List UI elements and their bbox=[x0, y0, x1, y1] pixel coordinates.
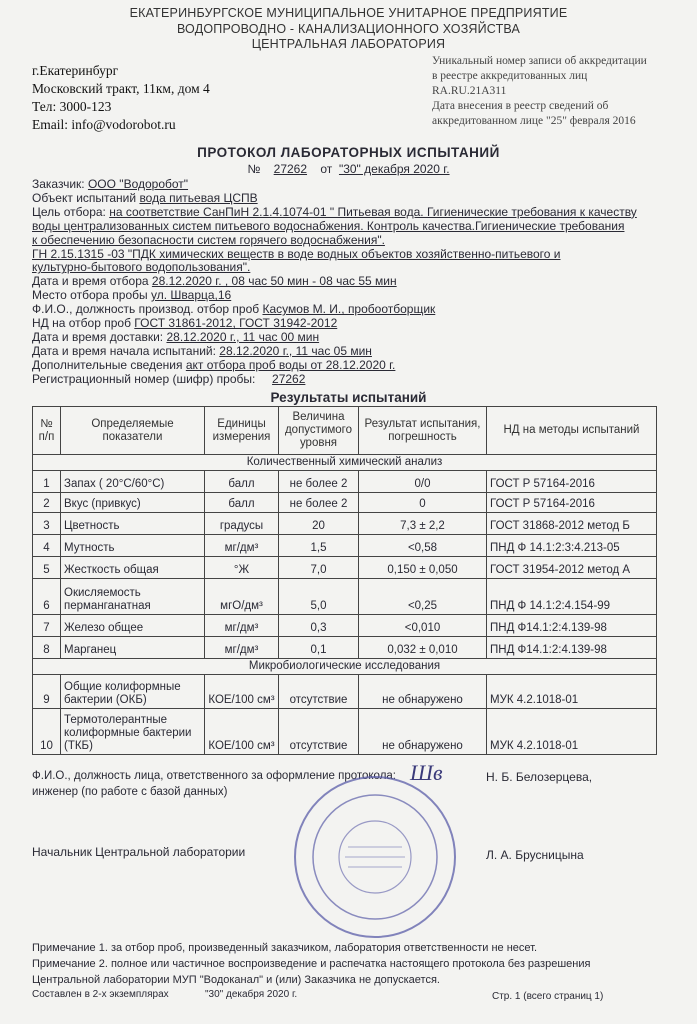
sampling-value: 28.12.2020 г. , 08 час 50 мин - 08 час 55 мин bbox=[151, 274, 397, 289]
accreditation-info bbox=[432, 54, 682, 129]
header-param: Определяемые показатели bbox=[61, 407, 205, 455]
object-value: вода питьевая ЦСПВ bbox=[139, 190, 258, 205]
header-method: НД на методы испытаний bbox=[487, 407, 657, 455]
row-num: 2 bbox=[33, 493, 61, 513]
purpose-value-3: к обеспечению безопасности систем горячего водоснабжения". bbox=[32, 232, 385, 247]
footer-date: "30" декабря 2020 г. bbox=[205, 989, 298, 1000]
row-param: Железо общее bbox=[61, 615, 205, 637]
protocol-number-line bbox=[0, 162, 697, 176]
row-result: 0/0 bbox=[359, 471, 487, 493]
row-num: 8 bbox=[33, 637, 61, 659]
purpose-label: Цель отбора: bbox=[32, 204, 106, 219]
protocol-number: 27262 bbox=[273, 162, 308, 176]
table-row bbox=[33, 557, 657, 579]
nd-line bbox=[32, 317, 662, 331]
protocol-num-label: № bbox=[247, 162, 261, 176]
note-2: Примечание 2. полное или частичное воспроизведение и распечатка настоящего протокола без разрешения bbox=[32, 958, 591, 970]
protocol-info bbox=[32, 178, 662, 387]
row-method: ГОСТ 31868-2012 метод Б bbox=[487, 513, 657, 535]
purpose-value-2: воды централизованных систем питьевого водоснабжения. Контроль качества.Гигиенические требования bbox=[32, 218, 625, 233]
row-result: 0 bbox=[359, 493, 487, 513]
responsible-label: Ф.И.О., должность лица, ответственного за оформление протокола: bbox=[32, 770, 397, 782]
section-chemical: Количественный химический анализ bbox=[33, 455, 657, 471]
header-limit: Величина допустимого уровня bbox=[279, 407, 359, 455]
org-line-1: ЕКАТЕРИНБУРГСКОЕ МУНИЦИПАЛЬНОЕ УНИТАРНОЕ ПРЕДПРИЯТИЕ bbox=[129, 6, 568, 20]
reg-line bbox=[32, 373, 662, 387]
extra-label: Дополнительные сведения bbox=[32, 357, 183, 372]
row-result: <0,010 bbox=[359, 615, 487, 637]
accreditation-line-2: в реестре аккредитованных лиц bbox=[432, 70, 588, 82]
delivery-label: Дата и время доставки: bbox=[32, 329, 164, 344]
place-label: Место отбора пробы bbox=[32, 288, 148, 303]
sampling-label: Дата и время отбора bbox=[32, 274, 149, 289]
sampler-value: Касумов М. И., пробоотборщик bbox=[262, 302, 436, 317]
address-city: г.Екатеринбург bbox=[32, 63, 119, 78]
org-line-3: ЦЕНТРАЛЬНАЯ ЛАБОРАТОРИЯ bbox=[251, 37, 446, 51]
row-unit: градусы bbox=[205, 513, 279, 535]
row-unit: КОЕ/100 см³ bbox=[205, 675, 279, 709]
row-param: Мутность bbox=[61, 535, 205, 557]
row-unit: °Ж bbox=[205, 557, 279, 579]
accreditation-line-4: Дата внесения в реестр сведений об bbox=[432, 100, 609, 112]
table-row bbox=[33, 637, 657, 659]
row-limit: 0,1 bbox=[279, 637, 359, 659]
row-num: 9 bbox=[33, 675, 61, 709]
row-method: ПНД Ф14.1:2:4.139-98 bbox=[487, 637, 657, 659]
results-header-row bbox=[33, 407, 657, 455]
object-line bbox=[32, 192, 662, 206]
row-param: Жесткость общая bbox=[61, 557, 205, 579]
note-3: Центральной лаборатории МУП "Водоканал" и (или) Заказчика не допускается. bbox=[32, 974, 440, 986]
table-row bbox=[33, 493, 657, 513]
address-phone: Тел: 3000-123 bbox=[32, 99, 112, 114]
purpose-value-1: на соответствие СанПиН 2.1.4.1074-01 " Питьевая вода. Гигиенические требования к качеству bbox=[109, 204, 637, 219]
customer-value: ООО "Водоробот" bbox=[87, 177, 189, 191]
chief-label: Начальник Центральной лаборатории bbox=[32, 845, 246, 859]
chief-name: Л. А. Брусницына bbox=[486, 848, 584, 862]
protocol-date: "30" декабря 2020 г. bbox=[338, 162, 450, 176]
row-param: Вкус (привкус) bbox=[61, 493, 205, 513]
organization-header bbox=[0, 6, 697, 53]
responsible-position: инженер (по работе с базой данных) bbox=[32, 786, 228, 798]
accreditation-line-1: Уникальный номер записи об аккредитации bbox=[432, 55, 647, 67]
start-label: Дата и время начала испытаний: bbox=[32, 343, 216, 358]
protocol-date-label: от bbox=[320, 162, 333, 176]
place-value: ул. Шварца,16 bbox=[151, 288, 232, 303]
object-label: Объект испытаний bbox=[32, 190, 137, 205]
row-result: 0,032 ± 0,010 bbox=[359, 637, 487, 659]
row-unit: мг/дм³ bbox=[205, 637, 279, 659]
table-row bbox=[33, 471, 657, 493]
footer-page: Стр. 1 (всего страниц 1) bbox=[492, 991, 604, 1002]
lab-stamp bbox=[290, 772, 460, 942]
row-num: 5 bbox=[33, 557, 61, 579]
protocol-title: ПРОТОКОЛ ЛАБОРАТОРНЫХ ИСПЫТАНИЙ bbox=[197, 145, 500, 160]
table-row bbox=[33, 675, 657, 709]
row-num: 10 bbox=[33, 709, 61, 755]
row-num: 1 bbox=[33, 471, 61, 493]
note-1: Примечание 1. за отбор проб, произведенный заказчиком, лаборатория ответственности не несет. bbox=[32, 942, 538, 954]
start-value: 28.12.2020 г., 11 час 05 мин bbox=[219, 343, 372, 358]
reg-label: Регистрационный номер (шифр) пробы: bbox=[32, 371, 256, 386]
row-num: 4 bbox=[33, 535, 61, 557]
delivery-line bbox=[32, 331, 662, 345]
customer-label: Заказчик: bbox=[32, 177, 85, 191]
row-unit: мгО/дм³ bbox=[205, 579, 279, 615]
row-method: ПНД Ф14.1:2:4.139-98 bbox=[487, 615, 657, 637]
row-result: <0,25 bbox=[359, 579, 487, 615]
row-limit: 20 bbox=[279, 513, 359, 535]
sampling-line bbox=[32, 275, 662, 289]
row-num: 3 bbox=[33, 513, 61, 535]
row-method: ГОСТ Р 57164-2016 bbox=[487, 493, 657, 513]
row-limit: отсутствие bbox=[279, 675, 359, 709]
row-num: 6 bbox=[33, 579, 61, 615]
table-row bbox=[33, 513, 657, 535]
address-email: Email: info@vodorobot.ru bbox=[32, 117, 176, 132]
row-limit: отсутствие bbox=[279, 709, 359, 755]
section-row bbox=[33, 659, 657, 675]
org-line-2: ВОДОПРОВОДНО - КАНАЛИЗАЦИОННОГО ХОЗЯЙСТВА bbox=[176, 21, 521, 36]
chemical-rows bbox=[33, 455, 657, 659]
header-result: Результат испытания, погрешность bbox=[359, 407, 487, 455]
header-num: № п/п bbox=[33, 407, 61, 455]
row-limit: 5,0 bbox=[279, 579, 359, 615]
row-unit: балл bbox=[205, 471, 279, 493]
row-unit: балл bbox=[205, 493, 279, 513]
nd-label: НД на отбор проб bbox=[32, 316, 131, 331]
row-unit: мг/дм³ bbox=[205, 615, 279, 637]
start-line bbox=[32, 345, 662, 359]
row-param: Общие колиформные бактерии (ОКБ) bbox=[61, 675, 205, 709]
gn-value-2: культурно-бытового водопользования". bbox=[32, 260, 251, 275]
extra-line bbox=[32, 359, 662, 373]
row-param: Цветность bbox=[61, 513, 205, 535]
row-limit: 0,3 bbox=[279, 615, 359, 637]
header-unit: Единицы измерения bbox=[205, 407, 279, 455]
customer-line bbox=[32, 178, 662, 192]
row-result: 7,3 ± 2,2 bbox=[359, 513, 487, 535]
row-method: ГОСТ Р 57164-2016 bbox=[487, 471, 657, 493]
extra-value: акт отбора проб воды от 28.12.2020 г. bbox=[185, 357, 396, 372]
reg-value: 27262 bbox=[272, 371, 306, 386]
row-num: 7 bbox=[33, 615, 61, 637]
notes bbox=[32, 940, 652, 988]
gn-value-1: ГН 2.15.1315 -03 "ПДК химических веществ в воде водных объектов хозяйственно-питьевого и bbox=[32, 246, 561, 261]
place-line bbox=[32, 289, 662, 303]
row-method: МУК 4.2.1018-01 bbox=[487, 675, 657, 709]
row-limit: не более 2 bbox=[279, 471, 359, 493]
address-street: Московский тракт, 11км, дом 4 bbox=[32, 81, 210, 96]
row-limit: не более 2 bbox=[279, 493, 359, 513]
row-param: Марганец bbox=[61, 637, 205, 659]
nd-value: ГОСТ 31861-2012, ГОСТ 31942-2012 bbox=[134, 316, 338, 331]
row-result: <0,58 bbox=[359, 535, 487, 557]
row-result: не обнаружено bbox=[359, 675, 487, 709]
results-title: Результаты испытаний bbox=[270, 390, 427, 405]
delivery-value: 28.12.2020 г., 11 час 00 мин bbox=[166, 329, 320, 344]
table-row bbox=[33, 579, 657, 615]
section-row bbox=[33, 455, 657, 471]
purpose-line bbox=[32, 206, 662, 220]
row-result: 0,150 ± 0,050 bbox=[359, 557, 487, 579]
row-limit: 7,0 bbox=[279, 557, 359, 579]
row-unit: КОЕ/100 см³ bbox=[205, 709, 279, 755]
micro-rows bbox=[33, 659, 657, 755]
row-method: ПНД Ф 14.1:2:4.154-99 bbox=[487, 579, 657, 615]
row-method: МУК 4.2.1018-01 bbox=[487, 709, 657, 755]
row-limit: 1,5 bbox=[279, 535, 359, 557]
row-unit: мг/дм³ bbox=[205, 535, 279, 557]
row-method: ГОСТ 31954-2012 метод А bbox=[487, 557, 657, 579]
sampler-label: Ф.И.О., должность производ. отбор проб bbox=[32, 302, 260, 317]
responsible-name: Н. Б. Белозерцева, bbox=[486, 770, 593, 784]
table-row bbox=[33, 535, 657, 557]
lab-address bbox=[32, 62, 210, 134]
row-result: не обнаружено bbox=[359, 709, 487, 755]
row-param: Окисляемость перманганатная bbox=[61, 579, 205, 615]
handwritten-signature: Шв bbox=[410, 760, 443, 785]
accreditation-number: RA.RU.21А311 bbox=[432, 85, 507, 97]
row-param: Термотолерантные колиформные бактерии (ТКБ) bbox=[61, 709, 205, 755]
accreditation-line-5: аккредитованном лице "25" февраля 2016 bbox=[432, 115, 636, 127]
footer-copies: Составлен в 2-х экземплярах bbox=[32, 989, 169, 1000]
results-table bbox=[32, 406, 657, 755]
section-micro: Микробиологические исследования bbox=[33, 659, 657, 675]
row-param: Запах ( 20°С/60°С) bbox=[61, 471, 205, 493]
row-method: ПНД Ф 14.1:2:3:4.213-05 bbox=[487, 535, 657, 557]
table-row bbox=[33, 709, 657, 755]
sampler-line bbox=[32, 303, 662, 317]
table-row bbox=[33, 615, 657, 637]
